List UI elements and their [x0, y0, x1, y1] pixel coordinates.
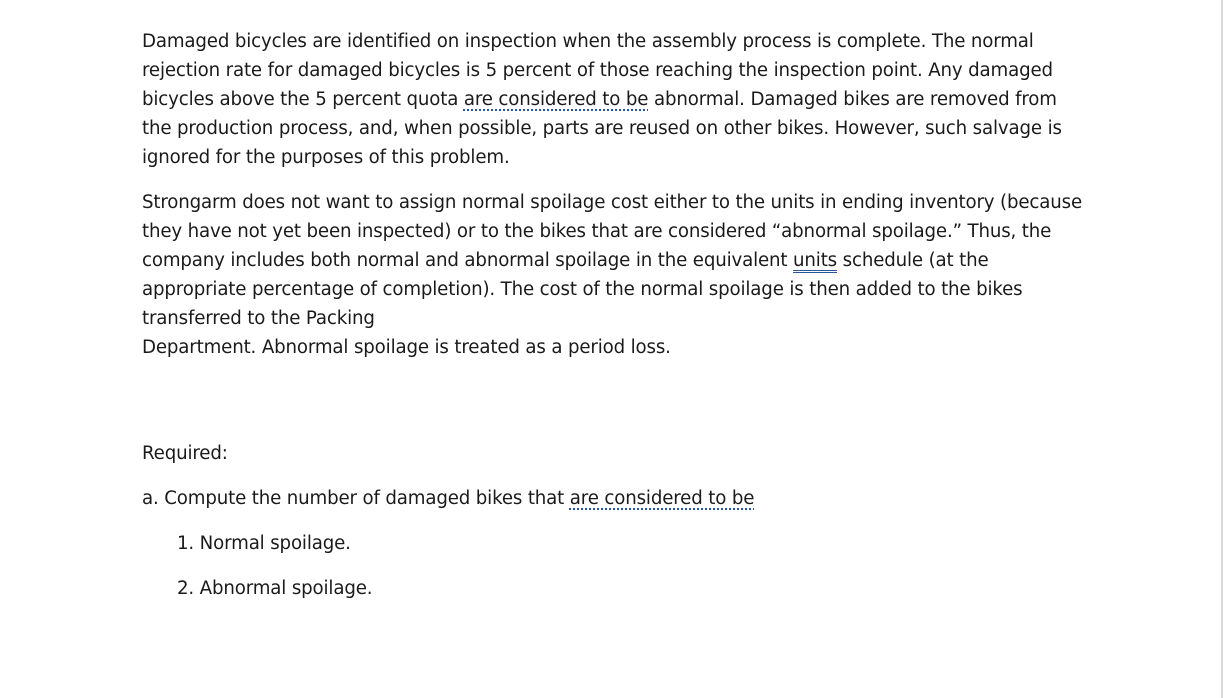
text-line: appropriate percentage of completion). The cost of the normal spoilage is then added to the bikes	[142, 279, 1023, 300]
grammar-flagged-phrase[interactable]: are considered to be	[463, 89, 649, 110]
text-line: transferred to the Packing	[142, 308, 375, 329]
list-item-normal-spoilage: 1. Normal spoilage.	[177, 533, 351, 554]
grammar-flagged-word[interactable]: units	[793, 250, 838, 271]
text-run: schedule (at the	[837, 250, 989, 271]
text-line: rejection rate for damaged bicycles is 5 percent of those reaching the inspection point. Any damaged	[142, 60, 1053, 81]
text-line: the production process, and, when possible, parts are reused on other bikes. However, such salvage is	[142, 118, 1062, 139]
text-run: company includes both normal and abnormal spoilage in the equivalent	[142, 250, 794, 271]
paragraph-spoilage-policy	[142, 188, 1082, 362]
text-run: a. Compute the number of damaged bikes that	[142, 488, 570, 509]
text-line: Strongarm does not want to assign normal spoilage cost either to the units in ending inventory (because	[142, 192, 1082, 213]
list-item-abnormal-spoilage: 2. Abnormal spoilage.	[177, 578, 373, 599]
text-run: abnormal. Damaged bikes are removed from	[648, 89, 1057, 110]
text-line: they have not yet been inspected) or to the bikes that are considered “abnormal spoilage.” Thus, the	[142, 221, 1052, 242]
grammar-flagged-phrase[interactable]: are considered to be	[569, 488, 755, 509]
text-line: Department. Abnormal spoilage is treated as a period loss.	[142, 337, 671, 358]
text-line	[142, 246, 1082, 275]
required-heading: Required:	[142, 443, 228, 464]
blank-lines	[142, 378, 1082, 439]
text-line	[142, 85, 1082, 114]
text-line: ignored for the purposes of this problem.	[142, 147, 510, 168]
text-run: bicycles above the 5 percent quota	[142, 89, 464, 110]
text-line: Damaged bicycles are identified on inspection when the assembly process is complete. The normal	[142, 31, 1034, 52]
question-a	[142, 484, 1082, 513]
document-body[interactable]	[142, 27, 1082, 619]
paragraph-damaged-bicycles	[142, 27, 1082, 172]
